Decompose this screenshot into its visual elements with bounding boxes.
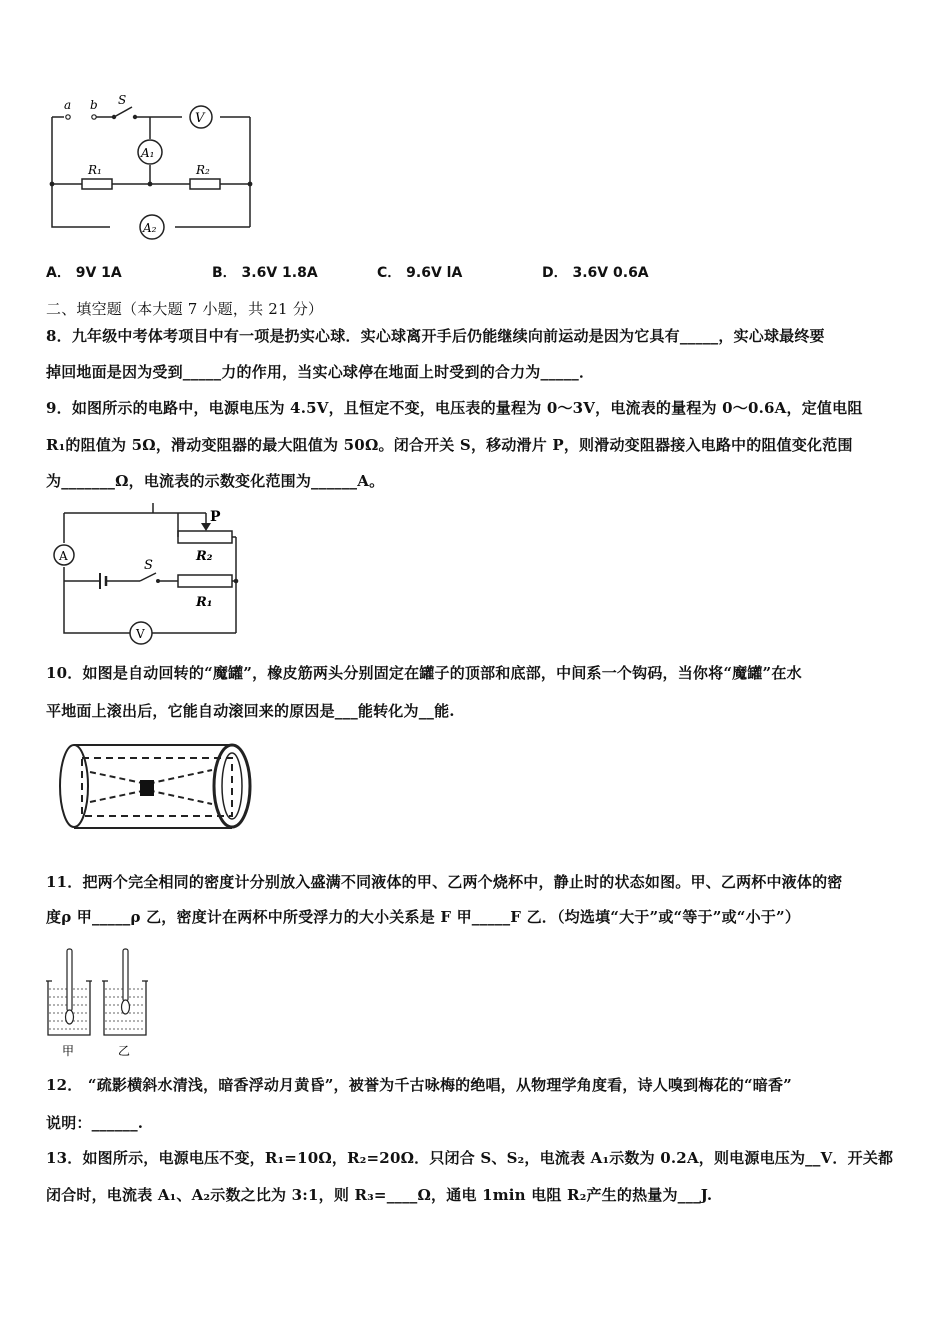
q8-line-2: 掉回地面是因为受到_____力的作用，当实心球停在地面上时受到的合力为_____．: [46, 363, 595, 381]
resistor-r2-label: R₂: [196, 163, 210, 177]
q10-line-2: 平地面上滚出后，它能自动滚回来的原因是___能转化为__能.: [46, 702, 455, 720]
option-a: [46, 262, 122, 282]
option-letter: B．: [212, 265, 237, 281]
q9-line-2: R₁的阻值为 5Ω，滑动变阻器的最大阻值为 50Ω。闭合开关 S，移动滑片 P，则滑动变阻器接入电路中的阻值变化范围: [46, 436, 853, 454]
slider-p-label: P: [210, 509, 221, 525]
option-letter: A．: [46, 265, 71, 281]
option-text: 9.6V lA: [406, 265, 463, 281]
option-text: 3.6V 1.8A: [241, 265, 318, 281]
beaker-yi-label: 乙: [118, 1044, 131, 1058]
q13-line-1: 13．如图所示，电源电压不变，R₁=10Ω，R₂=20Ω．只闭合 S、S₂，电流表 A₁示数为 0.2A，则电源电压为__V．开关都: [46, 1149, 894, 1167]
q7-circuit-diagram: [40, 95, 270, 245]
option-letter: D．: [542, 265, 568, 281]
beaker-jia-label: 甲: [62, 1044, 75, 1058]
voltmeter-label: V: [195, 111, 205, 126]
option-text: 9V 1A: [75, 265, 122, 281]
terminal-a-label: a: [64, 98, 72, 112]
q9-line-3: 为_______Ω，电流表的示数变化范围为______A。: [46, 472, 385, 490]
option-text: 3.6V 0.6A: [572, 265, 649, 281]
option-c: [377, 262, 462, 282]
option-letter: C．: [377, 265, 402, 281]
option-b: [212, 262, 318, 282]
switch-s-label: S: [118, 95, 127, 107]
terminal-b-label: b: [90, 98, 98, 112]
q12-line-1: 12． “疏影横斜水清浅，暗香浮动月黄昏”，被誉为千古咏梅的绝唱，从物理学角度看，诗人嗅到梅花的“暗香”: [46, 1076, 793, 1094]
q9-line-1: 9．如图所示的电路中，电源电压为 4.5V，且恒定不变，电压表的量程为 0～3V，电流表的量程为 0～0.6A，定值电阻: [46, 399, 863, 417]
section-2-title: 二、填空题（本大题 7 小题，共 21 分）: [46, 300, 324, 318]
resistor-r1-label: R₁: [196, 595, 213, 610]
q11-line-2: 度ρ 甲_____ρ 乙，密度计在两杯中所受浮力的大小关系是 F 甲_____F 乙．（均选填“大于”或“等于”或“小于”）: [46, 908, 801, 926]
resistor-r1-label: R₁: [88, 163, 102, 177]
option-d: [542, 262, 649, 282]
resistor-r2-label: R₂: [196, 549, 213, 564]
q11-beakers-diagram: [42, 945, 152, 1060]
voltmeter-label: V: [136, 627, 145, 641]
q9-circuit-diagram: [48, 503, 248, 648]
q11-line-1: 11．把两个完全相同的密度计分别放入盛满不同液体的甲、乙两个烧杯中，静止时的状态如图。甲、乙两杯中液体的密: [46, 873, 843, 891]
q13-line-2: 闭合时，电流表 A₁、A₂示数之比为 3:1，则 R₃=____Ω，通电 1min 电阻 R₂产生的热量为___J.: [46, 1186, 713, 1204]
switch-s-label: S: [144, 558, 153, 573]
q12-line-2: 说明：______.: [46, 1114, 144, 1132]
ammeter-a1-label: A₁: [141, 146, 155, 160]
q8-line-1: 8．九年级中考体考项目中有一项是扔实心球．实心球离开手后仍能继续向前运动是因为它具有_____，实心球最终要: [46, 327, 825, 345]
ammeter-label: A: [59, 549, 68, 563]
q10-magic-can-diagram: [52, 740, 257, 835]
q10-line-1: 10．如图是自动回转的“魔罐”，橡皮筋两头分别固定在罐子的顶部和底部，中间系一个钩码，当你将“魔罐”在水: [46, 664, 802, 682]
ammeter-a2-label: A₂: [143, 221, 157, 235]
